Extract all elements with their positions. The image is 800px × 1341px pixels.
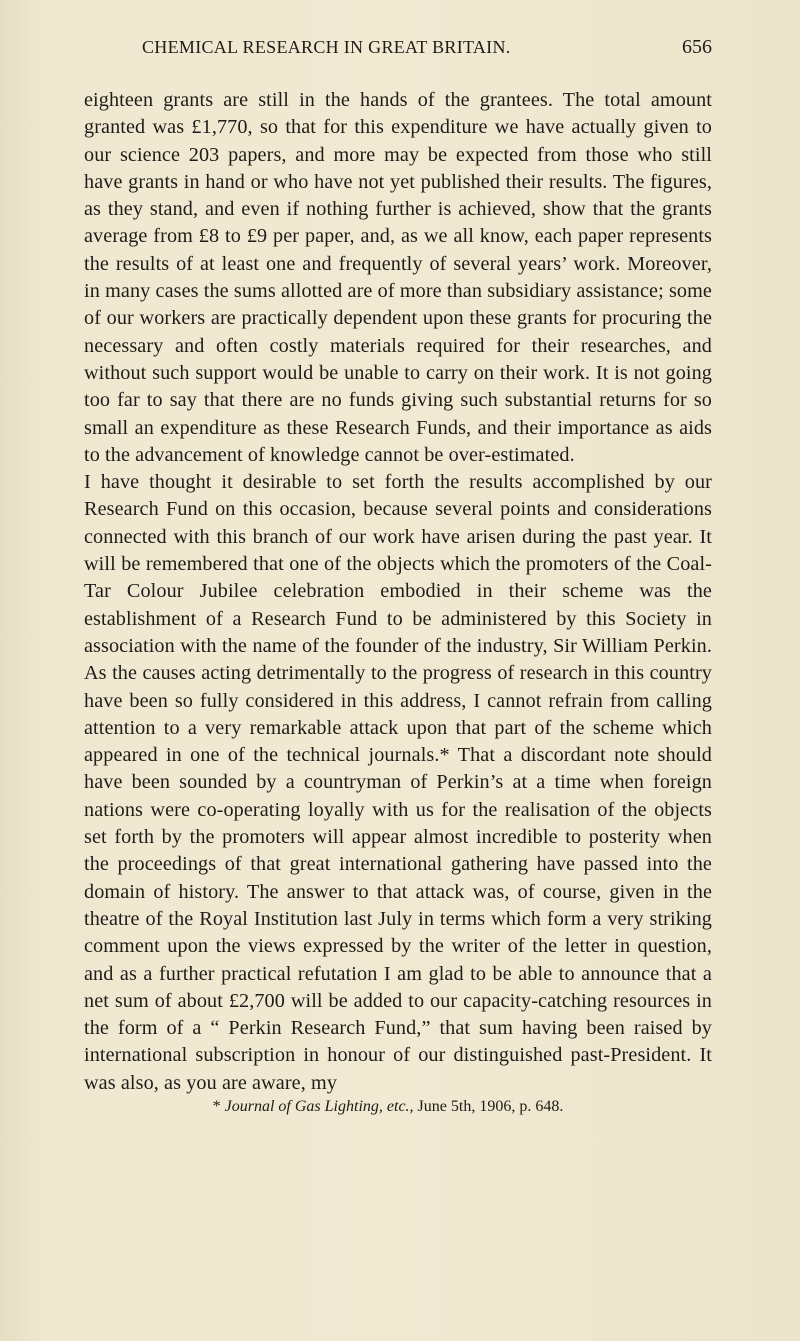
paragraph-2: I have thought it desirable to set forth the results accomplished by our Research Fund on this occasion, because several points and considerations connected with this branch of our work have arisen during the past year. It will be remembered that one of the objects which the promoters of the Coal-Tar Colour Jubilee celebration embodied in their scheme was the establishment of a Research Fund to be administered by this Society in association with the name of the founder of the industry, Sir William Perkin. As the causes acting detrimentally to the progress of research in this country have been so fully considered in this address, I cannot refrain from calling attention to a very remarkable attack upon that part of the scheme which appeared in one of the technical journals.* That a discordant note should have been sounded by a countryman of Perkin’s at a time when foreign nations were co-operating loyally with us for the realisation of the objects set forth by the promoters will appear almost incredible to posterity when the proceedings of that great international gathering have passed into the domain of history. The answer to that attack was, of course, given in the theatre of the Royal Institution last July in terms which form a very striking comment upon the views expressed by the writer of the letter in question, and as a further practical refutation I am glad to be able to announce that a net sum of about £2,700 will be added to our capacity-catching resources in the form of a “ Perkin Research Fund,” that sum having been raised by international subscription in honour of our distinguished past-President. It was also, as you are aware, my xyxy=(84,471,712,1094)
page-number: 656 xyxy=(682,36,712,58)
body-text xyxy=(84,87,712,1097)
paragraph-1: eighteen grants are still in the hands of the grantees. The total amount granted was £1,770, so that for this expenditure we have actually given to our science 203 papers, and more may be expected from those who still have grants in hand or who have not yet published their results. The figures, as they stand, and even if nothing further is achieved, show that the grants average from £8 to £9 per paper, and, as we all know, each paper represents the results of at least one and frequently of several years’ work. Moreover, in many cases the sums allotted are of more than subsidiary assistance; some of our workers are practically dependent upon these grants for procuring the necessary and often costly materials required for their researches, and without such support would be unable to carry on their work. It is not going too far to say that there are no funds giving such substantial returns for so small an expenditure as these Research Funds, and their importance as aids to the advancement of knowledge cannot be over-estimated. xyxy=(84,89,712,466)
running-header xyxy=(84,14,712,58)
running-title: CHEMICAL RESEARCH IN GREAT BRITAIN. xyxy=(142,37,511,57)
footnote-citation: June 5th, 1906, p. 648. xyxy=(413,1097,564,1115)
footnote xyxy=(84,1097,712,1117)
footnote-marker: * xyxy=(212,1097,225,1115)
document-page xyxy=(84,14,712,1117)
footnote-journal: Journal of Gas Lighting, etc., xyxy=(224,1097,414,1115)
